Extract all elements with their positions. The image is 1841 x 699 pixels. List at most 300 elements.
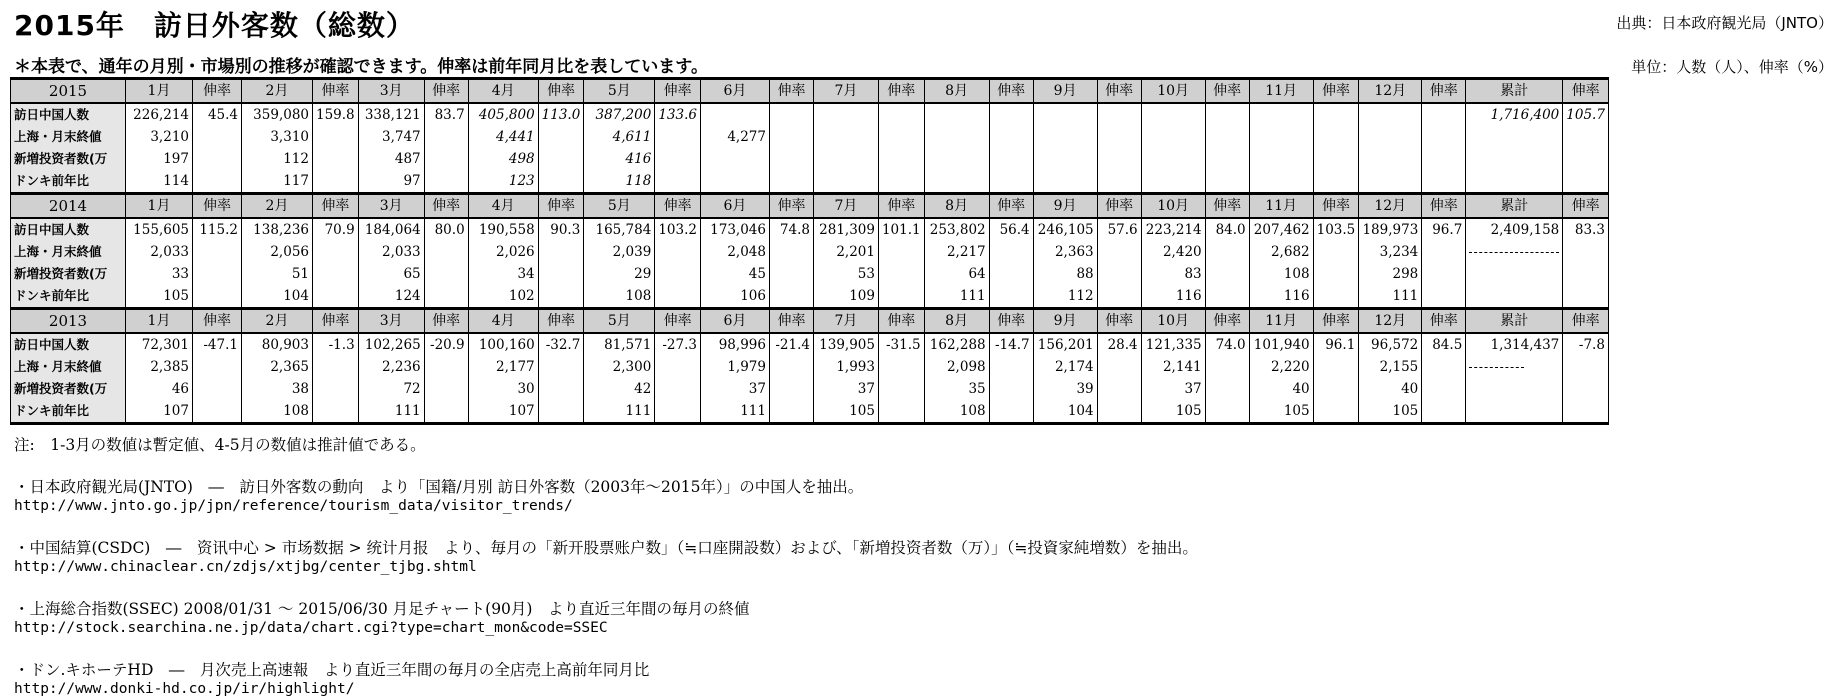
total-rate-cell — [1563, 148, 1609, 170]
month-header: 5月 — [584, 309, 655, 334]
total-rate-cell — [1563, 241, 1609, 263]
rate-cell — [1313, 103, 1359, 126]
month-header: 8月 — [924, 309, 989, 334]
rate-cell — [878, 285, 924, 309]
rate-header: 伸率 — [1563, 194, 1609, 219]
rate-header: 伸率 — [313, 309, 359, 334]
rate-cell — [1422, 241, 1466, 263]
rate-cell: 28.4 — [1097, 333, 1141, 356]
month-header: 4月 — [468, 309, 538, 334]
rate-header: 伸率 — [1313, 79, 1359, 104]
value-cell — [1249, 103, 1313, 126]
total-cell — [1466, 285, 1563, 309]
value-cell: 2,220 — [1249, 356, 1313, 378]
value-cell — [1359, 103, 1422, 126]
rate-cell: -27.3 — [655, 333, 701, 356]
total-rate-cell — [1563, 126, 1609, 148]
rate-cell — [878, 263, 924, 285]
value-cell — [1249, 126, 1313, 148]
value-cell: 2,048 — [700, 241, 769, 263]
notes-section — [14, 436, 1198, 699]
value-cell: 156,201 — [1033, 333, 1097, 356]
value-cell: 2,300 — [584, 356, 655, 378]
note-donki: ・ドン.キホーテHD ― 月次売上高速報 より直近三年間の毎月の全店売上高前年同月比 — [14, 661, 650, 679]
month-header: 9月 — [1033, 309, 1097, 334]
value-cell: 105 — [1359, 400, 1422, 424]
value-cell: 4,611 — [584, 126, 655, 148]
rate-header: 伸率 — [1422, 309, 1466, 334]
rate-cell: 103.2 — [655, 218, 701, 241]
value-cell: 2,033 — [358, 241, 424, 263]
value-cell: 173,046 — [700, 218, 769, 241]
month-header: 3月 — [358, 194, 424, 219]
table-description: ＊本表で、通年の月別・市場別の推移が確認できます。伸率は前年同月比を表しています。 — [14, 57, 708, 77]
rate-cell — [538, 378, 584, 400]
rate-cell — [878, 241, 924, 263]
value-cell: 246,105 — [1033, 218, 1097, 241]
value-cell: 359,080 — [242, 103, 313, 126]
value-cell: 298 — [1359, 263, 1422, 285]
value-cell — [1141, 170, 1205, 194]
value-cell: 112 — [1033, 285, 1097, 309]
value-cell — [813, 170, 878, 194]
rate-cell — [655, 378, 701, 400]
rate-cell — [878, 378, 924, 400]
rate-header: 伸率 — [1422, 79, 1466, 104]
rate-cell — [989, 378, 1033, 400]
value-cell: 109 — [813, 285, 878, 309]
rate-cell — [313, 241, 359, 263]
value-cell: 105 — [1141, 400, 1205, 424]
row-label: 訪日中国人数 — [11, 103, 126, 126]
rate-cell: 103.5 — [1313, 218, 1359, 241]
rate-cell: 57.6 — [1097, 218, 1141, 241]
rate-cell — [1313, 400, 1359, 424]
rate-cell — [313, 356, 359, 378]
total-rate-cell — [1563, 170, 1609, 194]
value-cell: 2,682 — [1249, 241, 1313, 263]
value-cell: 226,214 — [126, 103, 193, 126]
rate-header: 伸率 — [989, 309, 1033, 334]
visitor-data-table — [10, 77, 1609, 425]
value-cell: 2,201 — [813, 241, 878, 263]
row-label: ドンキ前年比 — [11, 170, 126, 194]
rate-cell: 96.7 — [1422, 218, 1466, 241]
value-cell: 121,335 — [1141, 333, 1205, 356]
value-cell: 96,572 — [1359, 333, 1422, 356]
value-cell: 2,236 — [358, 356, 424, 378]
total-rate-cell: -7.8 — [1563, 333, 1609, 356]
rate-cell — [769, 126, 813, 148]
value-cell: 1,979 — [700, 356, 769, 378]
value-cell — [700, 103, 769, 126]
value-cell: 155,605 — [126, 218, 193, 241]
rate-cell — [878, 356, 924, 378]
rate-header: 伸率 — [538, 194, 584, 219]
table-row — [11, 218, 1609, 241]
rate-cell — [538, 400, 584, 424]
rate-cell — [313, 170, 359, 194]
rate-header: 伸率 — [538, 79, 584, 104]
rate-cell — [1422, 378, 1466, 400]
rate-cell — [424, 356, 468, 378]
value-cell: 111 — [700, 400, 769, 424]
link-jnto[interactable]: http://www.jnto.go.jp/jpn/reference/tourism_data/visitor_trends/ — [14, 498, 573, 514]
rate-cell — [769, 400, 813, 424]
rate-header: 伸率 — [193, 194, 242, 219]
row-label: ドンキ前年比 — [11, 400, 126, 424]
value-cell: 35 — [924, 378, 989, 400]
rate-cell — [655, 356, 701, 378]
value-cell: 101,940 — [1249, 333, 1313, 356]
rate-header: 伸率 — [538, 309, 584, 334]
rate-cell — [655, 263, 701, 285]
month-header: 11月 — [1249, 79, 1313, 104]
total-cell: 1,716,400 — [1466, 103, 1563, 126]
page-title: 2015年 訪日外客数（総数） — [14, 9, 415, 42]
table-row — [11, 263, 1609, 285]
month-header: 10月 — [1141, 309, 1205, 334]
value-cell: 116 — [1141, 285, 1205, 309]
rate-cell — [1097, 148, 1141, 170]
value-cell: 111 — [1359, 285, 1422, 309]
rate-cell — [1422, 356, 1466, 378]
month-header: 2月 — [242, 309, 313, 334]
row-label: 訪日中国人数 — [11, 218, 126, 241]
year-header-row — [11, 79, 1609, 104]
value-cell: 138,236 — [242, 218, 313, 241]
table-row — [11, 148, 1609, 170]
rate-cell — [655, 241, 701, 263]
rate-cell — [655, 400, 701, 424]
rate-header: 伸率 — [989, 194, 1033, 219]
rate-header: 伸率 — [878, 309, 924, 334]
total-rate-cell: 83.3 — [1563, 218, 1609, 241]
value-cell — [1359, 170, 1422, 194]
value-cell: 189,973 — [1359, 218, 1422, 241]
rate-cell — [313, 148, 359, 170]
rate-cell: 84.0 — [1205, 218, 1249, 241]
rate-header: 伸率 — [1205, 309, 1249, 334]
rate-cell — [424, 285, 468, 309]
value-cell — [1359, 126, 1422, 148]
month-header: 12月 — [1359, 194, 1422, 219]
row-label: 上海・月末終値 — [11, 126, 126, 148]
rate-cell — [769, 170, 813, 194]
value-cell — [1141, 126, 1205, 148]
rate-cell — [193, 126, 242, 148]
row-label: 新増投资者数(万 — [11, 378, 126, 400]
value-cell: 111 — [924, 285, 989, 309]
rate-cell — [424, 263, 468, 285]
rate-cell — [1422, 400, 1466, 424]
rate-cell — [193, 285, 242, 309]
table-row — [11, 285, 1609, 309]
rate-cell — [989, 263, 1033, 285]
table-row — [11, 170, 1609, 194]
rate-cell: 159.8 — [313, 103, 359, 126]
value-cell: 405,800 — [468, 103, 538, 126]
rate-cell — [424, 126, 468, 148]
rate-cell — [769, 263, 813, 285]
rate-cell — [193, 356, 242, 378]
rate-cell — [769, 378, 813, 400]
value-cell: 108 — [1249, 263, 1313, 285]
total-cell — [1466, 241, 1563, 263]
month-header: 11月 — [1249, 194, 1313, 219]
rate-header: 伸率 — [424, 79, 468, 104]
rate-cell — [989, 148, 1033, 170]
link-donki[interactable]: http://www.donki-hd.co.jp/ir/highlight/ — [14, 681, 355, 697]
value-cell: 97 — [358, 170, 424, 194]
rate-cell — [655, 148, 701, 170]
rate-cell — [538, 356, 584, 378]
value-cell: 111 — [584, 400, 655, 424]
year-label: 2015 — [11, 79, 126, 104]
rate-cell — [424, 170, 468, 194]
value-cell: 2,177 — [468, 356, 538, 378]
rate-header: 伸率 — [878, 79, 924, 104]
rate-cell — [424, 378, 468, 400]
value-cell: 2,033 — [126, 241, 193, 263]
rate-cell — [1313, 378, 1359, 400]
month-header: 8月 — [924, 194, 989, 219]
value-cell — [813, 103, 878, 126]
total-header: 累計 — [1466, 194, 1563, 219]
value-cell: 83 — [1141, 263, 1205, 285]
rate-cell: 113.0 — [538, 103, 584, 126]
rate-cell — [1205, 103, 1249, 126]
rate-cell — [989, 170, 1033, 194]
value-cell: 2,174 — [1033, 356, 1097, 378]
rate-header: 伸率 — [769, 309, 813, 334]
rate-cell — [878, 170, 924, 194]
row-label: 新増投资者数(万 — [11, 148, 126, 170]
value-cell: 108 — [924, 400, 989, 424]
table-row — [11, 103, 1609, 126]
rate-cell — [1097, 400, 1141, 424]
value-cell — [924, 170, 989, 194]
rate-header: 伸率 — [1205, 79, 1249, 104]
rate-cell — [538, 170, 584, 194]
rate-cell — [1205, 126, 1249, 148]
row-label: 新増投资者数(万 — [11, 263, 126, 285]
rate-cell — [1422, 148, 1466, 170]
rate-cell — [313, 263, 359, 285]
month-header: 12月 — [1359, 309, 1422, 334]
value-cell — [1033, 170, 1097, 194]
link-ssec[interactable]: http://stock.searchina.ne.jp/data/chart.cgi?type=chart_mon&code=SSEC — [14, 620, 608, 636]
month-header: 4月 — [468, 79, 538, 104]
value-cell: 102,265 — [358, 333, 424, 356]
total-rate-cell — [1563, 356, 1609, 378]
value-cell — [1033, 126, 1097, 148]
total-cell: 1,314,437 — [1466, 333, 1563, 356]
month-header: 4月 — [468, 194, 538, 219]
value-cell: 3,747 — [358, 126, 424, 148]
row-label: 上海・月末終値 — [11, 356, 126, 378]
rate-cell: 56.4 — [989, 218, 1033, 241]
value-cell: 4,441 — [468, 126, 538, 148]
value-cell: 38 — [242, 378, 313, 400]
table-row — [11, 356, 1609, 378]
total-header: 累計 — [1466, 79, 1563, 104]
value-cell: 42 — [584, 378, 655, 400]
rate-header: 伸率 — [1097, 309, 1141, 334]
month-header: 2月 — [242, 194, 313, 219]
link-csdc[interactable]: http://www.chinaclear.cn/zdjs/xtjbg/center_tjbg.shtml — [14, 559, 477, 575]
rate-cell: -47.1 — [193, 333, 242, 356]
rate-cell — [1205, 170, 1249, 194]
total-cell — [1466, 378, 1563, 400]
rate-cell — [193, 263, 242, 285]
rate-cell: -1.3 — [313, 333, 359, 356]
value-cell: 45 — [700, 263, 769, 285]
value-cell: 80,903 — [242, 333, 313, 356]
row-label: 訪日中国人数 — [11, 333, 126, 356]
rate-cell: 80.0 — [424, 218, 468, 241]
rate-header: 伸率 — [655, 79, 701, 104]
rate-header: 伸率 — [769, 79, 813, 104]
month-header: 7月 — [813, 309, 878, 334]
value-cell: 37 — [813, 378, 878, 400]
value-cell: 39 — [1033, 378, 1097, 400]
value-cell — [1033, 148, 1097, 170]
rate-cell — [1097, 285, 1141, 309]
rate-cell: 133.6 — [655, 103, 701, 126]
year-label: 2014 — [11, 194, 126, 219]
rate-cell — [989, 400, 1033, 424]
rate-cell — [989, 356, 1033, 378]
value-cell: 2,365 — [242, 356, 313, 378]
rate-cell — [538, 126, 584, 148]
rate-cell: 74.0 — [1205, 333, 1249, 356]
total-cell — [1466, 263, 1563, 285]
value-cell: 107 — [126, 400, 193, 424]
unit-text: 単位：人数（人）、伸率（%） — [1631, 58, 1833, 76]
rate-cell — [1205, 285, 1249, 309]
rate-cell — [538, 241, 584, 263]
rate-header: 伸率 — [313, 194, 359, 219]
value-cell: 2,155 — [1359, 356, 1422, 378]
rate-cell — [193, 378, 242, 400]
source-text: 出典：日本政府観光局（JNTO） — [1616, 14, 1833, 32]
rate-header: 伸率 — [1097, 79, 1141, 104]
value-cell: 64 — [924, 263, 989, 285]
value-cell: 46 — [126, 378, 193, 400]
value-cell: 1,993 — [813, 356, 878, 378]
year-header-row — [11, 194, 1609, 219]
value-cell: 498 — [468, 148, 538, 170]
rate-cell — [193, 148, 242, 170]
value-cell: 65 — [358, 263, 424, 285]
value-cell — [1141, 103, 1205, 126]
value-cell: 4,277 — [700, 126, 769, 148]
rate-cell — [538, 263, 584, 285]
rate-cell: 96.1 — [1313, 333, 1359, 356]
rate-header: 伸率 — [1422, 194, 1466, 219]
rate-cell — [1313, 148, 1359, 170]
rate-header: 伸率 — [313, 79, 359, 104]
rate-cell: -21.4 — [769, 333, 813, 356]
value-cell: 3,310 — [242, 126, 313, 148]
value-cell: 2,217 — [924, 241, 989, 263]
value-cell: 165,784 — [584, 218, 655, 241]
rate-cell — [1097, 103, 1141, 126]
value-cell: 40 — [1359, 378, 1422, 400]
rate-cell — [989, 103, 1033, 126]
note-ssec: ・上海総合指数(SSEC) 2008/01/31 ～ 2015/06/30 月足チャート(90月) より直近三年間の毎月の終値 — [14, 600, 750, 618]
rate-cell — [1097, 126, 1141, 148]
value-cell: 105 — [813, 400, 878, 424]
month-header: 5月 — [584, 194, 655, 219]
rate-cell — [1422, 170, 1466, 194]
value-cell: 98,996 — [700, 333, 769, 356]
rate-cell — [655, 285, 701, 309]
rate-cell: -32.7 — [538, 333, 584, 356]
value-cell — [700, 170, 769, 194]
rate-cell — [1097, 170, 1141, 194]
value-cell: 81,571 — [584, 333, 655, 356]
rate-cell — [769, 241, 813, 263]
rate-cell — [424, 148, 468, 170]
rate-cell: -31.5 — [878, 333, 924, 356]
month-header: 3月 — [358, 309, 424, 334]
table-row — [11, 400, 1609, 424]
rate-cell: 115.2 — [193, 218, 242, 241]
total-header: 累計 — [1466, 309, 1563, 334]
rate-cell — [1422, 285, 1466, 309]
value-cell: 2,056 — [242, 241, 313, 263]
value-cell: 2,385 — [126, 356, 193, 378]
year-label: 2013 — [11, 309, 126, 334]
value-cell: 51 — [242, 263, 313, 285]
value-cell: 207,462 — [1249, 218, 1313, 241]
note-jnto: ・日本政府観光局(JNTO) ― 訪日外客数の動向 より「国籍/月別 訪日外客数（2003年～2015年）」の中国人を抽出。 — [14, 478, 864, 496]
rate-cell — [878, 400, 924, 424]
note-csdc: ・中国結算(CSDC) ― 资讯中心 > 市场数据 > 统计月报 より、毎月の「新开股票账户数」（≒口座開設数）および、「新増投资者数（万）」（≒投資家純増数）を抽出。 — [14, 539, 1198, 557]
rate-cell — [769, 285, 813, 309]
rate-cell: -14.7 — [989, 333, 1033, 356]
month-header: 11月 — [1249, 309, 1313, 334]
rate-cell — [1097, 378, 1141, 400]
month-header: 1月 — [126, 309, 193, 334]
rate-cell — [1205, 378, 1249, 400]
rate-cell — [769, 356, 813, 378]
value-cell: 105 — [1249, 400, 1313, 424]
value-cell: 2,363 — [1033, 241, 1097, 263]
value-cell — [1359, 148, 1422, 170]
value-cell: 2,141 — [1141, 356, 1205, 378]
rate-cell — [1205, 241, 1249, 263]
value-cell: 88 — [1033, 263, 1097, 285]
value-cell: 139,905 — [813, 333, 878, 356]
value-cell: 190,558 — [468, 218, 538, 241]
value-cell — [1033, 103, 1097, 126]
rate-cell — [878, 103, 924, 126]
rate-cell — [1313, 356, 1359, 378]
value-cell — [924, 103, 989, 126]
value-cell: 338,121 — [358, 103, 424, 126]
value-cell: 104 — [242, 285, 313, 309]
rate-cell — [878, 126, 924, 148]
value-cell: 223,214 — [1141, 218, 1205, 241]
rate-cell — [313, 126, 359, 148]
value-cell: 2,420 — [1141, 241, 1205, 263]
rate-header: 伸率 — [193, 309, 242, 334]
rate-cell — [769, 103, 813, 126]
value-cell: 3,234 — [1359, 241, 1422, 263]
